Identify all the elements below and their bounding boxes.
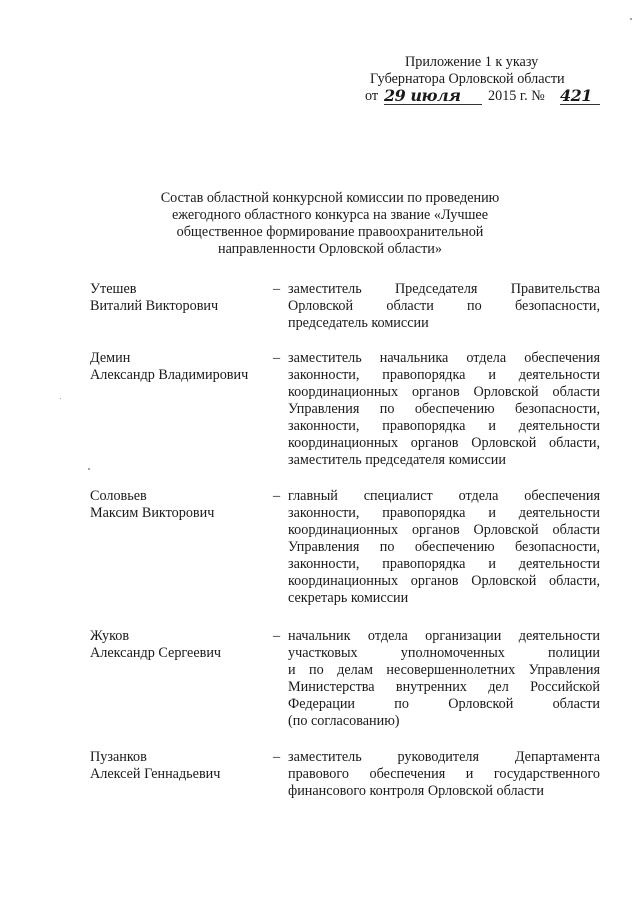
title-line: ежегодного областного конкурса на звание «Лучшее xyxy=(171,207,489,223)
year-text: 2015 г. № xyxy=(488,88,545,104)
member-given-names: Александр Сергеевич xyxy=(90,645,222,661)
role-line: законности, правопорядка и деятельности xyxy=(288,418,600,434)
role-line: заместитель председателя комиссии xyxy=(288,452,506,468)
member-surname: Соловьев xyxy=(90,488,147,504)
member-given-names: Максим Викторович xyxy=(90,505,215,521)
role-line: финансового контроля Орловской области xyxy=(288,783,544,799)
member-name xyxy=(90,628,270,662)
member-surname: Жуков xyxy=(90,628,130,644)
member-role xyxy=(288,488,600,607)
member-name xyxy=(90,488,270,522)
title-line: общественное формирование правоохранительной xyxy=(176,224,484,240)
dash: – xyxy=(273,628,281,644)
from-label: от xyxy=(365,88,379,104)
handwritten-date: 29 июля xyxy=(384,88,482,105)
role-line: Управления по обеспечению безопасности, xyxy=(288,539,600,555)
role-line: председатель комиссии xyxy=(288,315,429,331)
scan-speck xyxy=(60,398,61,399)
dash: – xyxy=(273,749,281,765)
title-line: направленности Орловской области» xyxy=(217,241,442,257)
appendix-date-line xyxy=(360,88,600,106)
dash: – xyxy=(273,350,281,366)
member-name xyxy=(90,281,270,315)
scan-speck xyxy=(88,468,90,470)
dash: – xyxy=(273,281,281,297)
role-line: правового обеспечения и государственного xyxy=(288,766,600,782)
role-line: координационных органов Орловской области, xyxy=(288,435,600,451)
role-line: координационных органов Орловской области xyxy=(288,522,600,538)
member-role xyxy=(288,281,600,332)
scan-speck xyxy=(630,18,632,20)
member-role xyxy=(288,628,600,730)
dash: – xyxy=(273,488,281,504)
member-surname: Утешев xyxy=(90,281,137,297)
member-given-names: Виталий Викторович xyxy=(90,298,219,314)
role-line: законности, правопорядка и деятельности xyxy=(288,367,600,383)
role-line: и по делам несовершеннолетних Управления xyxy=(288,662,600,678)
handwritten-number: 421 xyxy=(560,88,600,105)
role-line: главный специалист отдела обеспечения xyxy=(288,488,600,504)
role-line: (по согласованию) xyxy=(288,713,400,729)
role-line: секретарь комиссии xyxy=(288,590,409,606)
member-role xyxy=(288,350,600,469)
role-line: заместитель начальника отдела обеспечения xyxy=(288,350,600,366)
member-surname: Пузанков xyxy=(90,749,147,765)
member-surname: Демин xyxy=(90,350,131,366)
member-given-names: Алексей Геннадьевич xyxy=(90,766,221,782)
member-role xyxy=(288,749,600,800)
member-name xyxy=(90,350,270,384)
role-line: законности, правопорядка и деятельности xyxy=(288,505,600,521)
role-line: начальник отдела организации деятельности xyxy=(288,628,600,644)
role-line: Орловской области по безопасности, xyxy=(288,298,600,314)
role-line: Министерства внутренних дел Российской xyxy=(288,679,600,695)
appendix-header xyxy=(360,54,600,106)
role-line: координационных органов Орловской области xyxy=(288,384,600,400)
appendix-line-1: Приложение 1 к указу xyxy=(405,54,539,70)
role-line: законности, правопорядка и деятельности xyxy=(288,556,600,572)
member-name xyxy=(90,749,270,783)
role-line: Управления по обеспечению безопасности, xyxy=(288,401,600,417)
appendix-line-2: Губернатора Орловской области xyxy=(370,71,565,87)
role-line: координационных органов Орловской области, xyxy=(288,573,600,589)
role-line: Федерации по Орловской области xyxy=(288,696,600,712)
role-line: участковых уполномоченных полиции xyxy=(288,645,600,661)
document-title xyxy=(110,190,550,258)
role-line: заместитель Председателя Правительства xyxy=(288,281,600,297)
role-line: заместитель руководителя Департамента xyxy=(288,749,600,765)
member-given-names: Александр Владимирович xyxy=(90,367,249,383)
title-line: Состав областной конкурсной комиссии по проведению xyxy=(160,190,500,206)
